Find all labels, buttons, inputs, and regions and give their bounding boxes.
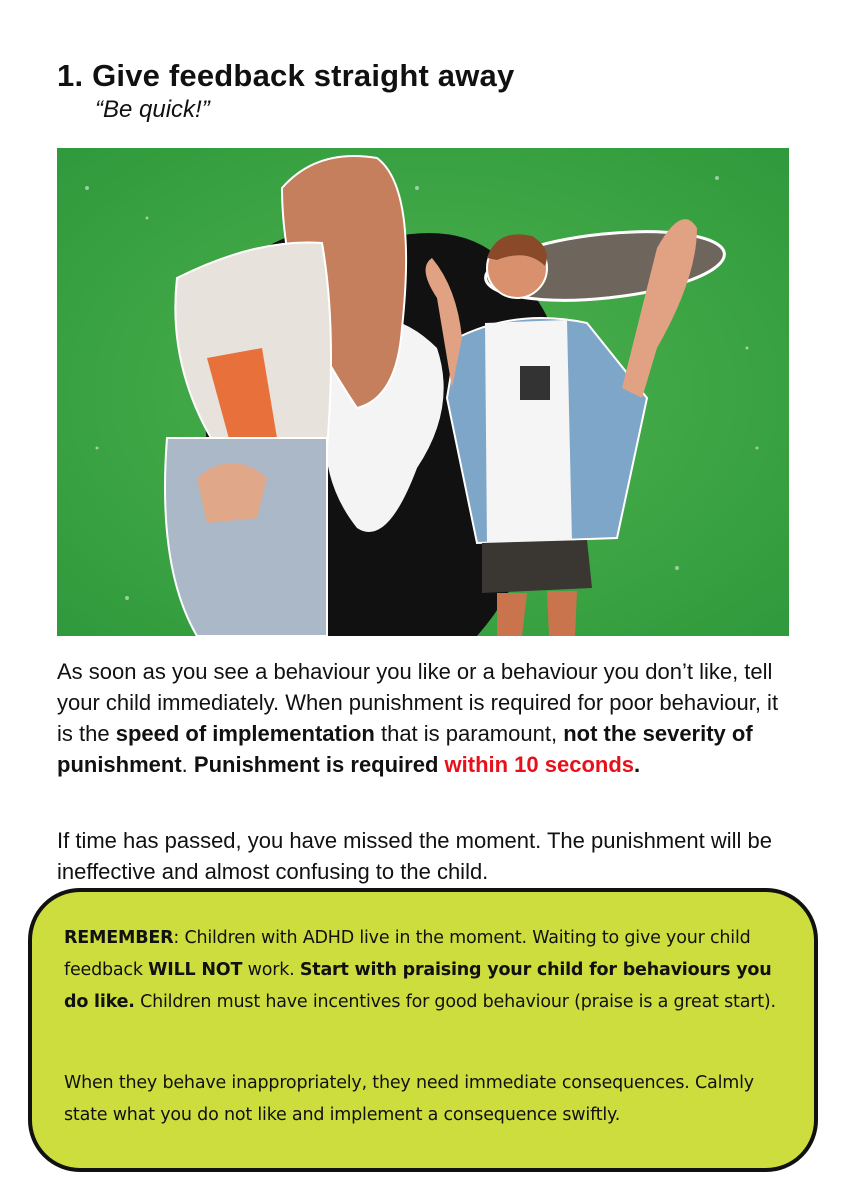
page-title: 1. Give feedback straight away [57,58,515,93]
text-segment: . [634,752,641,777]
page-subtitle: “Be quick!” [95,96,210,123]
emphasis-start-praising: Start with praising your child for behaviours you do like. [64,960,772,1012]
illustration-parent-and-child [57,148,789,636]
text-segment: Children must have incentives for good behaviour (praise is a great start). [134,992,776,1012]
text-segment: As soon as you see a behaviour you like or a behaviour you don’t like, tell your child immediately. When punishment is required for poor behaviour, it is the [57,659,779,746]
text-segment: . [181,752,194,777]
text-segment: that is paramount, [374,721,564,746]
callout-paragraph-remember [64,922,794,1018]
remember-label: REMEMBER [64,928,174,948]
text-segment: : Children with ADHD live in the moment. Waiting to give your child feedback [64,928,751,980]
boy-shorts [482,540,592,593]
paragraph-immediate-feedback [57,656,797,780]
paragraph-missed-moment: If time has passed, you have missed the moment. The punishment will be ineffective and almost confusing to the child. [57,828,772,884]
text-segment: work. [242,960,300,980]
emphasis-speed: speed of implementation [115,721,375,746]
emphasis-severity: not the severity of punishment [57,721,753,777]
emphasis-will-not: WILL NOT [148,960,243,980]
emphasis-punishment: Punishment is required [193,752,445,777]
emphasis-within-10-seconds: within 10 seconds [444,752,635,777]
callout-paragraph-consequences: When they behave inappropriately, they need immediate consequences. Calmly state what you do not like and implement a consequence swiftly. [64,1073,754,1125]
remember-callout-box [28,888,818,1172]
